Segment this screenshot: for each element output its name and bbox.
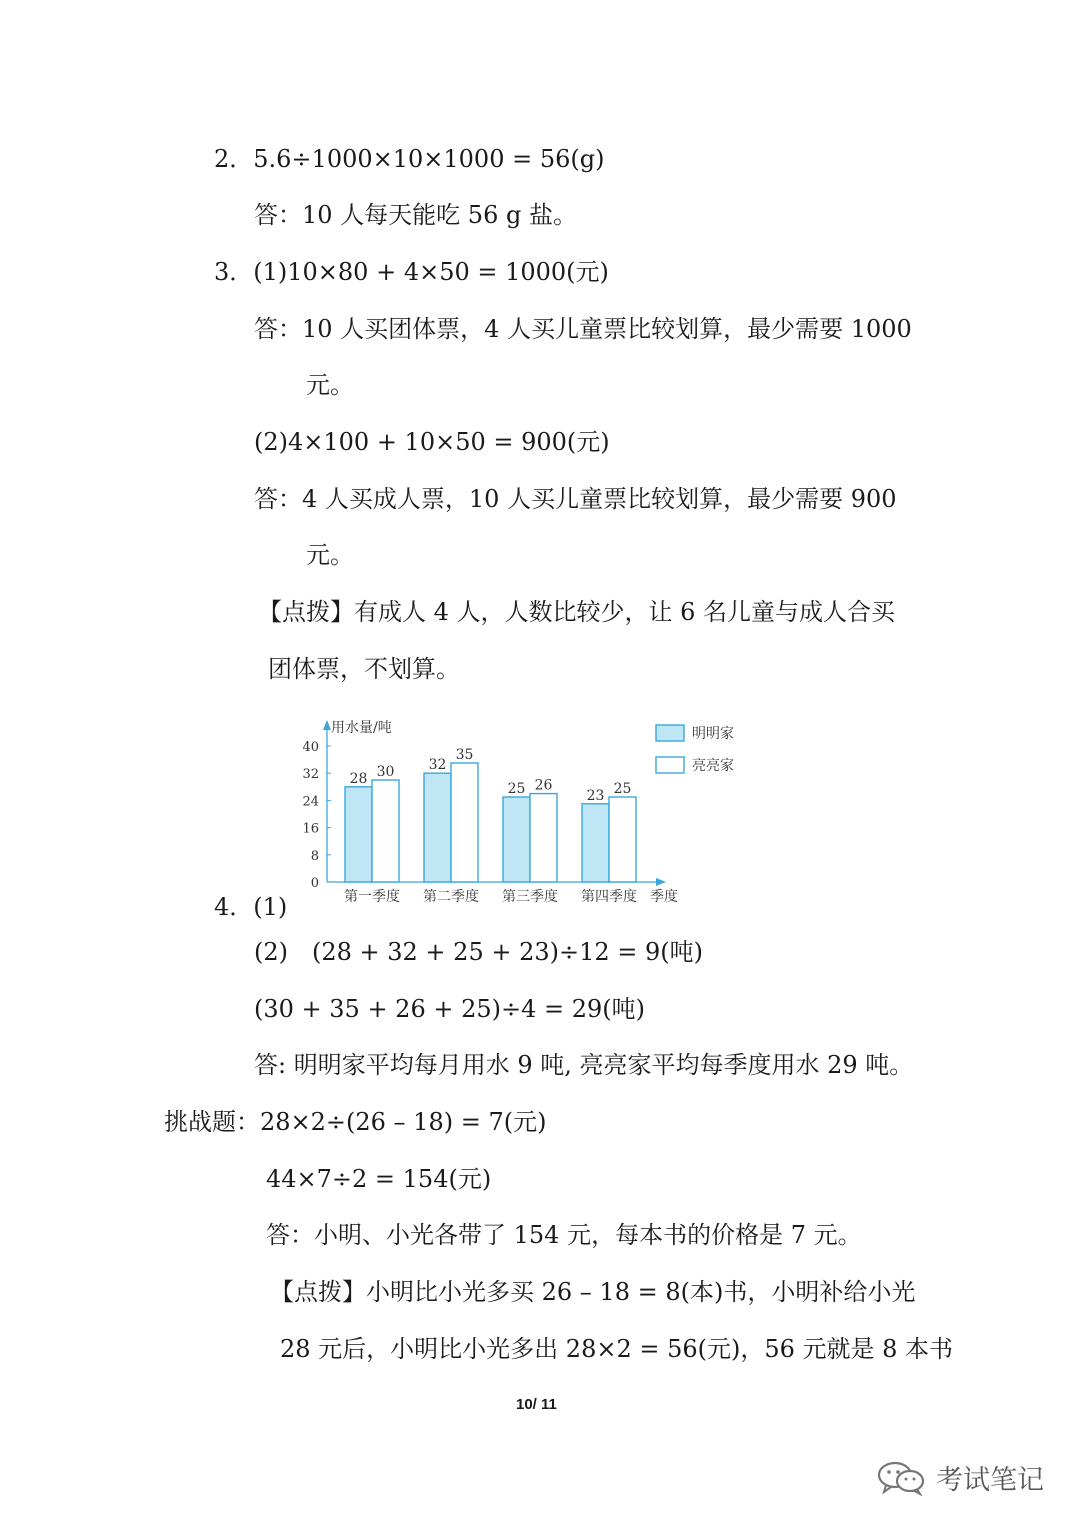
x-tick-label: 第二季度 (423, 889, 479, 905)
watermark-text: 考试笔记 (936, 1465, 1044, 1496)
bar (582, 804, 609, 882)
text-line: 答: 明明家平均每月用水 9 吨, 亮亮家平均每季度用水 29 吨。 (254, 1051, 914, 1079)
data-label: 23 (586, 787, 605, 804)
bar (424, 773, 451, 882)
text-line: (30 + 35 + 26 + 25)÷4 = 29(吨) (254, 995, 645, 1023)
y-tick-label: 24 (302, 794, 319, 810)
text-line: 元。 (306, 541, 354, 569)
legend-swatch (656, 725, 684, 741)
bar (372, 780, 399, 882)
y-axis-label: 用水量/吨 (331, 720, 392, 736)
text-line: 团体票，不划算。 (268, 655, 460, 683)
data-label: 30 (376, 764, 395, 780)
legend-swatch (656, 757, 684, 773)
x-axis-arrow (656, 878, 666, 886)
bar (345, 787, 372, 882)
x-tick-label: 第四季度 (581, 889, 637, 905)
y-tick-label: 40 (302, 740, 319, 755)
legend-label: 明明家 (692, 726, 734, 742)
text-line: 44×7÷2 = 154(元) (266, 1165, 492, 1193)
bar (451, 763, 478, 882)
data-label: 32 (428, 757, 447, 774)
y-tick-label: 0 (310, 876, 319, 891)
bar (530, 794, 557, 882)
text-line: 答：10 人每天能吃 56 g 盐。 (254, 201, 577, 229)
text-line: 答：10 人买团体票，4 人买儿童票比较划算，最少需要 1000 (254, 315, 912, 343)
y-tick-label: 8 (310, 848, 319, 864)
x-tick-label: 第一季度 (344, 889, 400, 905)
text-line: 28 元后，小明比小光多出 28×2 = 56(元)，56 元就是 8 本书 (280, 1335, 954, 1363)
bar (503, 797, 530, 882)
x-axis-label: 季度 (650, 889, 678, 905)
bar (609, 797, 636, 882)
data-label: 25 (507, 781, 526, 797)
data-label: 25 (613, 781, 632, 797)
y-tick-label: 32 (302, 767, 319, 783)
text-line: 2．5.6÷1000×10×1000 = 56(g) (214, 145, 605, 173)
bar-chart (290, 712, 750, 912)
text-line: 答：4 人买成人票，10 人买儿童票比较划算，最少需要 900 (254, 485, 897, 513)
text-line: 答：小明、小光各带了 154 元，每本书的价格是 7 元。 (266, 1221, 862, 1249)
text-line: 【点拨】有成人 4 人，人数比较少，让 6 名儿童与成人合买 (258, 598, 896, 626)
data-label: 26 (534, 777, 553, 794)
watermark (876, 1458, 1044, 1497)
text-line: 3．(1)10×80 + 4×50 = 1000(元) (214, 258, 609, 286)
page-number: 10/ 11 (516, 1396, 557, 1413)
text-line: 4．(1) (214, 893, 288, 921)
x-tick-label: 第三季度 (502, 889, 558, 905)
data-label: 28 (349, 770, 368, 787)
wechat-icon (876, 1460, 928, 1496)
text-line: 挑战题：28×2÷(26 – 18) = 7(元) (164, 1108, 547, 1136)
text-line: (2)4×100 + 10×50 = 900(元) (254, 428, 610, 456)
text-line: 【点拨】小明比小光多买 26 – 18 = 8(本)书，小明补给小光 (270, 1278, 916, 1306)
text-line: 元。 (306, 371, 354, 399)
y-tick-label: 16 (302, 821, 319, 837)
y-axis-arrow (323, 720, 331, 730)
text-line: (2) (28 + 32 + 25 + 23)÷12 = 9(吨) (254, 938, 703, 966)
data-label: 35 (455, 747, 474, 763)
legend-label: 亮亮家 (692, 758, 734, 774)
